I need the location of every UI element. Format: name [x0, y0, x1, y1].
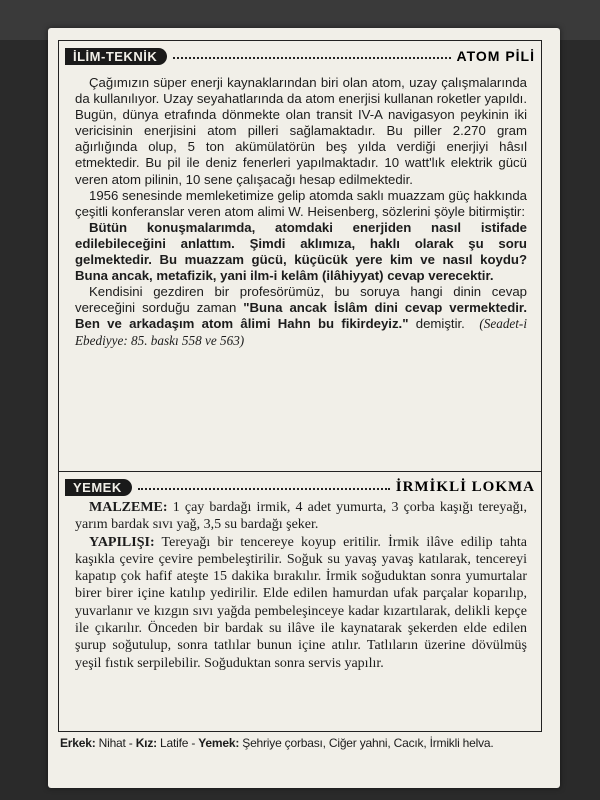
- closing-quote: "Buna ancak İslâm dini cevap vermektedir. Ben ve arkadaşım atom âlimi Hahn bu fikirdeyiz.": [75, 300, 527, 332]
- footer-label: Kız:: [135, 736, 157, 750]
- section-title: ATOM PİLİ: [456, 48, 535, 64]
- footer-value: Şehriye çorbası, Ciğer yahni, Cacık, İrmikli helva.: [239, 736, 494, 750]
- calendar-page: [48, 28, 560, 788]
- section-header-yemek: [65, 477, 535, 497]
- section-label: YEMEK: [65, 479, 132, 496]
- closing-text-end: demiştir.: [408, 316, 465, 332]
- closing-paragraph: [75, 284, 527, 348]
- quote-paragraph: Bütün konuşmalarımda, atomdaki enerjiden nasıl istifade edilebileceğini anlattım. Şimdi aklımıza, haklı olarak şu soru gelmektedir. Bu muazzam gücü, küçücük yere kim ve nasıl koydu? Buna ancak, metafizik, yani ilm-i kelâm (ilâhiyyat) cevap verecektir.: [75, 219, 527, 284]
- section-header-ilim-teknik: [65, 46, 535, 66]
- article-body: [75, 75, 527, 349]
- ingredients-text: 1 çay bardağı irmik, 4 adet yumurta, 3 çorba kaşığı tereyağı, yarım bardak sıvı yağ, 3,5 su bardağı şeker.: [75, 500, 527, 533]
- footer-value: Latife -: [156, 736, 199, 750]
- section-label: İLİM-TEKNİK: [65, 48, 167, 65]
- citation: (Seadet-i Ebediyye: 85. baskı 558 ve 563): [75, 316, 527, 348]
- ingredients-label: MALZEME:: [89, 500, 168, 515]
- section-title: İRMİKLİ LOKMA: [395, 478, 535, 495]
- dotted-leader: [138, 478, 390, 490]
- footer-label: Erkek:: [60, 736, 96, 750]
- ingredients-paragraph: [75, 499, 527, 534]
- closing-text: Kendisini gezdiren bir profesörümüz, bu soruya hangi dinin cevap vereceğini sorduğu zaman: [75, 284, 527, 316]
- method-label: YAPILIŞI:: [89, 534, 155, 550]
- section-divider: [59, 471, 541, 472]
- content-frame: [58, 40, 542, 732]
- daily-menu-footer: [60, 736, 550, 750]
- recipe-body: [75, 499, 527, 672]
- method-paragraph: [75, 534, 527, 672]
- method-text: Tereyağı bir tencereye koyup eritilir. İrmik ilâve edilip tahta kaşıkla çevire çevire pembeleştirilir. Soğuk su yavaş yavaş katılarak, tencereyi kapatıp çok hafif ateşte 15 dakika bırakılır. İrmik soğuduktan sonra yumurtalar birer birer içine katılıp yedirilir. Elde edilen hamurdan ufak parçalar koparılıp, yuvarlanır ve kızgın sıvı yağda pembeleşinceye kadar kızartılarak, delikli kepçe ile çıkarılır. Önceden bir bardak su ilâve ile kaynatarak şekerden elde edilen şurup soğutulup, sonra tatlılar bunun içine atılır. Tatlıların üzerine dövülmüş yeşil fıstık serpilebilir. Soğuduktan sonra servis yapılır.: [75, 534, 527, 671]
- dotted-leader: [173, 47, 450, 59]
- footer-label: Yemek:: [198, 736, 240, 750]
- footer-value: Nihat -: [95, 736, 136, 750]
- paragraph: 1956 senesinde memleketimize gelip atomda saklı muazzam güç hakkında çeşitli konferanslar veren atom alimi W. Heisenberg, sözlerini şöyle bitirmiştir:: [75, 187, 527, 219]
- paragraph: Çağımızın süper enerji kaynaklarından biri olan atom, uzay çalışmalarında da kullanılıyor. Uzay seyahatlarında da atom enerjisi kullanan roketler yapıldı. Bugün, dünya etrafında dönmekte olan transit IV-A navigasyon peykinin iki vericisinin enerjisini atom pilleri sağlamaktadır. Bu piller 2.270 gram ağırlığında olup, 5 ton akümülatörün beş yılda verdiği enerjiyi hâsıl etmektedir. Bu pil ile deniz fenerleri yapılmaktadır. 10 watt'lık elektrik gücü veren atom pilinin, 10 sene çalışacağı hesap edilmektedir.: [75, 75, 527, 187]
